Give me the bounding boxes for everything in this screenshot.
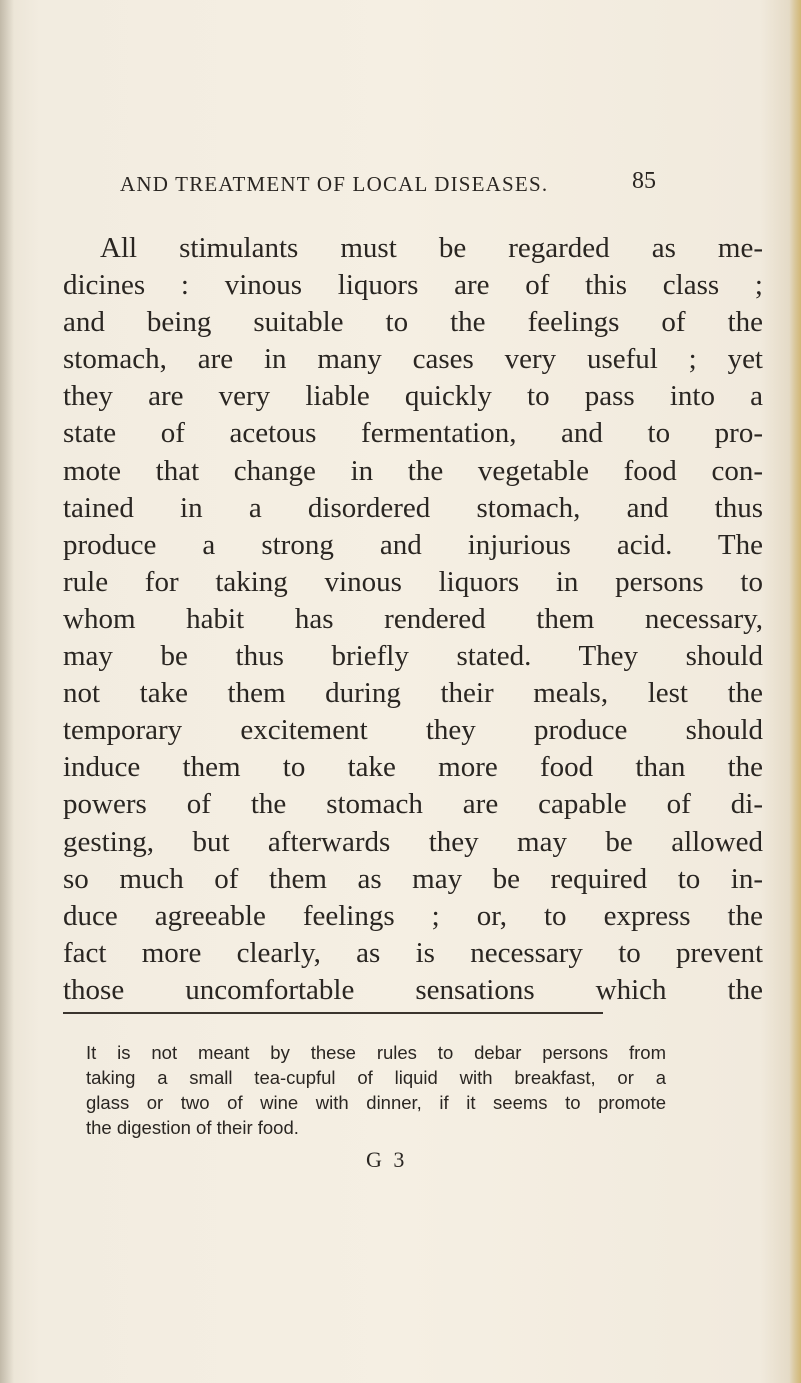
page-edge xyxy=(789,0,801,1383)
footnote-line: taking a small tea-cupful of liquid with breakfast, or a xyxy=(86,1067,666,1088)
body-line: they are very liable quickly to pass into a xyxy=(63,380,763,413)
body-line: so much of them as may be required to in- xyxy=(63,862,763,895)
body-line: duce agreeable feelings ; or, to express the xyxy=(63,899,763,932)
body-line: tained in a disordered stomach, and thus xyxy=(63,491,763,524)
body-line: temporary excitement they produce should xyxy=(63,714,763,747)
body-line: All stimulants must be regarded as me- xyxy=(100,232,763,264)
body-line: those uncomfortable sensations which the xyxy=(63,973,763,1006)
body-line: not take them during their meals, lest the xyxy=(63,677,763,710)
body-paragraph xyxy=(63,230,763,1009)
body-line: whom habit has rendered them necessary, xyxy=(63,602,763,635)
body-line: may be thus briefly stated. They should xyxy=(63,640,763,673)
signature-mark: G 3 xyxy=(366,1147,408,1172)
spine-shadow xyxy=(0,0,14,1383)
body-line: stomach, are in many cases very useful ; yet xyxy=(63,343,763,376)
running-head xyxy=(120,168,760,202)
body-line: state of acetous fermentation, and to pro- xyxy=(63,417,763,450)
body-line: gesting, but afterwards they may be allowed xyxy=(63,825,763,858)
body-line: induce them to take more food than the xyxy=(63,751,763,784)
footnote-line: It is not meant by these rules to debar persons from xyxy=(86,1042,666,1063)
running-title: AND TREATMENT OF LOCAL DISEASES. xyxy=(120,172,549,196)
footnote-rule xyxy=(63,1012,603,1014)
footnote xyxy=(86,1040,666,1140)
body-line: produce a strong and injurious acid. The xyxy=(63,528,763,561)
body-line: dicines : vinous liquors are of this class ; xyxy=(63,269,763,302)
footnote-line: glass or two of wine with dinner, if it seems to promote xyxy=(86,1092,666,1113)
footnote-line: the digestion of their food. xyxy=(86,1117,299,1138)
body-line: and being suitable to the feelings of the xyxy=(63,306,763,339)
body-line: fact more clearly, as is necessary to prevent xyxy=(63,936,763,969)
body-line: rule for taking vinous liquors in persons to xyxy=(63,565,763,598)
page-number: 85 xyxy=(632,168,656,194)
body-line: mote that change in the vegetable food con- xyxy=(63,454,763,487)
body-line: powers of the stomach are capable of di- xyxy=(63,788,763,821)
